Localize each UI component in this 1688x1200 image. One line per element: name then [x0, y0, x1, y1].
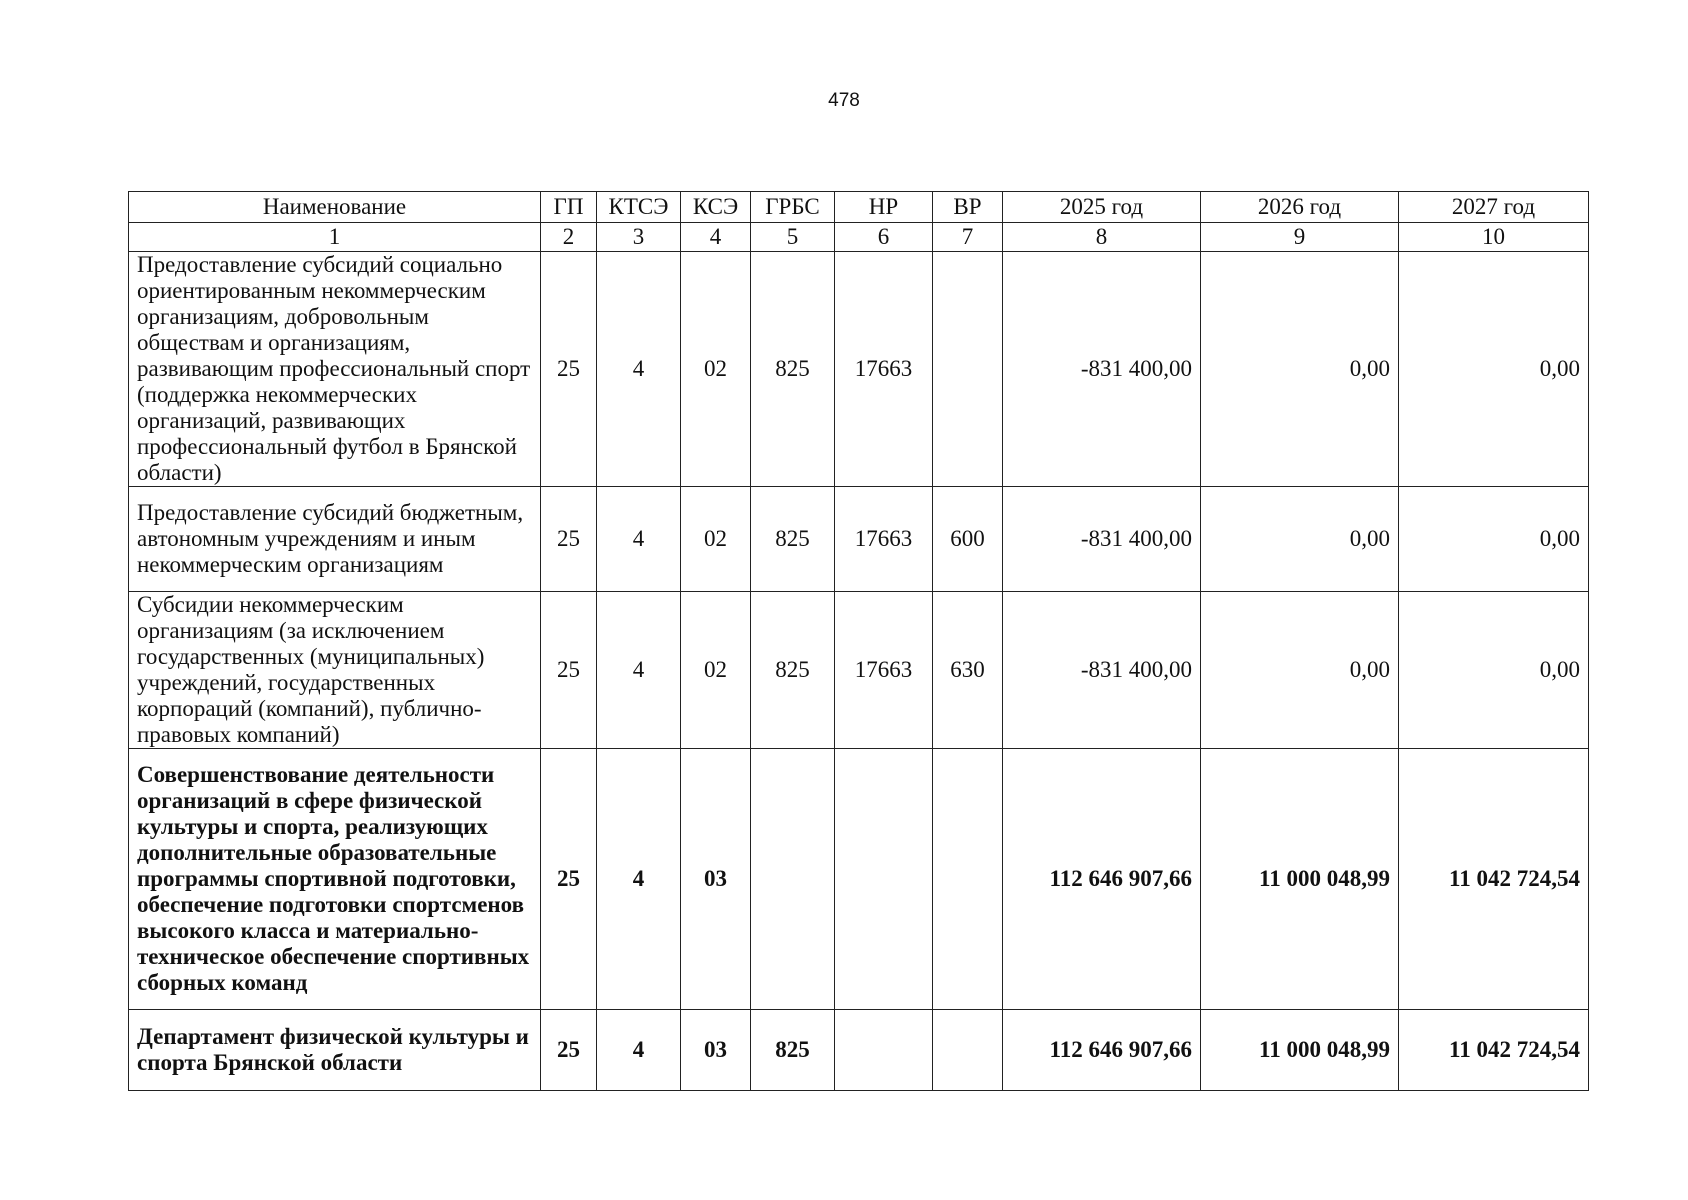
row-kse: 02 [681, 592, 751, 749]
row-2025: 112 646 907,66 [1003, 1010, 1201, 1091]
row-name: Департамент физической культуры и спорта Брянской области [129, 1010, 541, 1091]
column-number: 10 [1399, 223, 1589, 252]
column-number: 2 [541, 223, 597, 252]
header-kse: КСЭ [681, 192, 751, 223]
row-nr [835, 749, 933, 1010]
row-vr [933, 749, 1003, 1010]
row-name: Совершенствование деятельности организаций в сфере физической культуры и спорта, реализующих дополнительные образовательные программы спортивной подготовки, обеспечение подготовки спортсменов высокого класса и материально-техническое обеспечение спортивных сборных команд [129, 749, 541, 1010]
row-vr: 600 [933, 487, 1003, 592]
column-number: 5 [751, 223, 835, 252]
row-2025: -831 400,00 [1003, 252, 1201, 487]
header-row [129, 192, 1589, 223]
row-2025: -831 400,00 [1003, 592, 1201, 749]
row-2026: 0,00 [1201, 252, 1399, 487]
column-number: 4 [681, 223, 751, 252]
column-number: 9 [1201, 223, 1399, 252]
header-gp: ГП [541, 192, 597, 223]
row-name: Субсидии некоммерческим организациям (за исключением государственных (муниципальных) учреждений, государственных корпораций (компаний), публично-правовых компаний) [129, 592, 541, 749]
column-number: 1 [129, 223, 541, 252]
row-kse: 02 [681, 252, 751, 487]
row-ktse: 4 [597, 592, 681, 749]
row-2027: 11 042 724,54 [1399, 1010, 1589, 1091]
row-kse: 03 [681, 749, 751, 1010]
row-2027: 0,00 [1399, 592, 1589, 749]
row-2026: 0,00 [1201, 487, 1399, 592]
row-2026: 11 000 048,99 [1201, 1010, 1399, 1091]
row-name: Предоставление субсидий социально ориентированным некоммерческим организациям, добровольным обществам и организациям, развивающим профессиональный спорт (поддержка некоммерческих организаций, развивающих профессиональный футбол в Брянской области) [129, 252, 541, 487]
row-kse: 02 [681, 487, 751, 592]
row-grbs [751, 749, 835, 1010]
row-vr [933, 252, 1003, 487]
row-2026: 0,00 [1201, 592, 1399, 749]
row-grbs: 825 [751, 592, 835, 749]
row-nr: 17663 [835, 487, 933, 592]
header-grbs: ГРБС [751, 192, 835, 223]
column-number: 8 [1003, 223, 1201, 252]
header-name: Наименование [129, 192, 541, 223]
page-number: 478 [828, 90, 860, 111]
row-ktse: 4 [597, 487, 681, 592]
header-nr: НР [835, 192, 933, 223]
row-2025: 112 646 907,66 [1003, 749, 1201, 1010]
table-row [129, 592, 1589, 749]
row-vr: 630 [933, 592, 1003, 749]
row-grbs: 825 [751, 487, 835, 592]
row-vr [933, 1010, 1003, 1091]
row-ktse: 4 [597, 1010, 681, 1091]
row-2027: 0,00 [1399, 252, 1589, 487]
column-number: 7 [933, 223, 1003, 252]
table-row [129, 487, 1589, 592]
header-2027: 2027 год [1399, 192, 1589, 223]
header-vr: ВР [933, 192, 1003, 223]
table-row [129, 252, 1589, 487]
budget-table [128, 191, 1589, 1091]
row-gp: 25 [541, 749, 597, 1010]
table-row [129, 1010, 1589, 1091]
row-grbs: 825 [751, 1010, 835, 1091]
row-name: Предоставление субсидий бюджетным, автономным учреждениям и иным некоммерческим организациям [129, 487, 541, 592]
column-number: 6 [835, 223, 933, 252]
row-nr [835, 1010, 933, 1091]
row-grbs: 825 [751, 252, 835, 487]
header-2025: 2025 год [1003, 192, 1201, 223]
column-number: 3 [597, 223, 681, 252]
table-row [129, 749, 1589, 1010]
row-kse: 03 [681, 1010, 751, 1091]
row-gp: 25 [541, 252, 597, 487]
row-gp: 25 [541, 1010, 597, 1091]
row-nr: 17663 [835, 592, 933, 749]
column-number-row [129, 223, 1589, 252]
row-ktse: 4 [597, 252, 681, 487]
row-gp: 25 [541, 592, 597, 749]
row-ktse: 4 [597, 749, 681, 1010]
row-2027: 0,00 [1399, 487, 1589, 592]
row-nr: 17663 [835, 252, 933, 487]
header-ktse: КТСЭ [597, 192, 681, 223]
header-2026: 2026 год [1201, 192, 1399, 223]
row-2026: 11 000 048,99 [1201, 749, 1399, 1010]
row-2025: -831 400,00 [1003, 487, 1201, 592]
row-gp: 25 [541, 487, 597, 592]
row-2027: 11 042 724,54 [1399, 749, 1589, 1010]
